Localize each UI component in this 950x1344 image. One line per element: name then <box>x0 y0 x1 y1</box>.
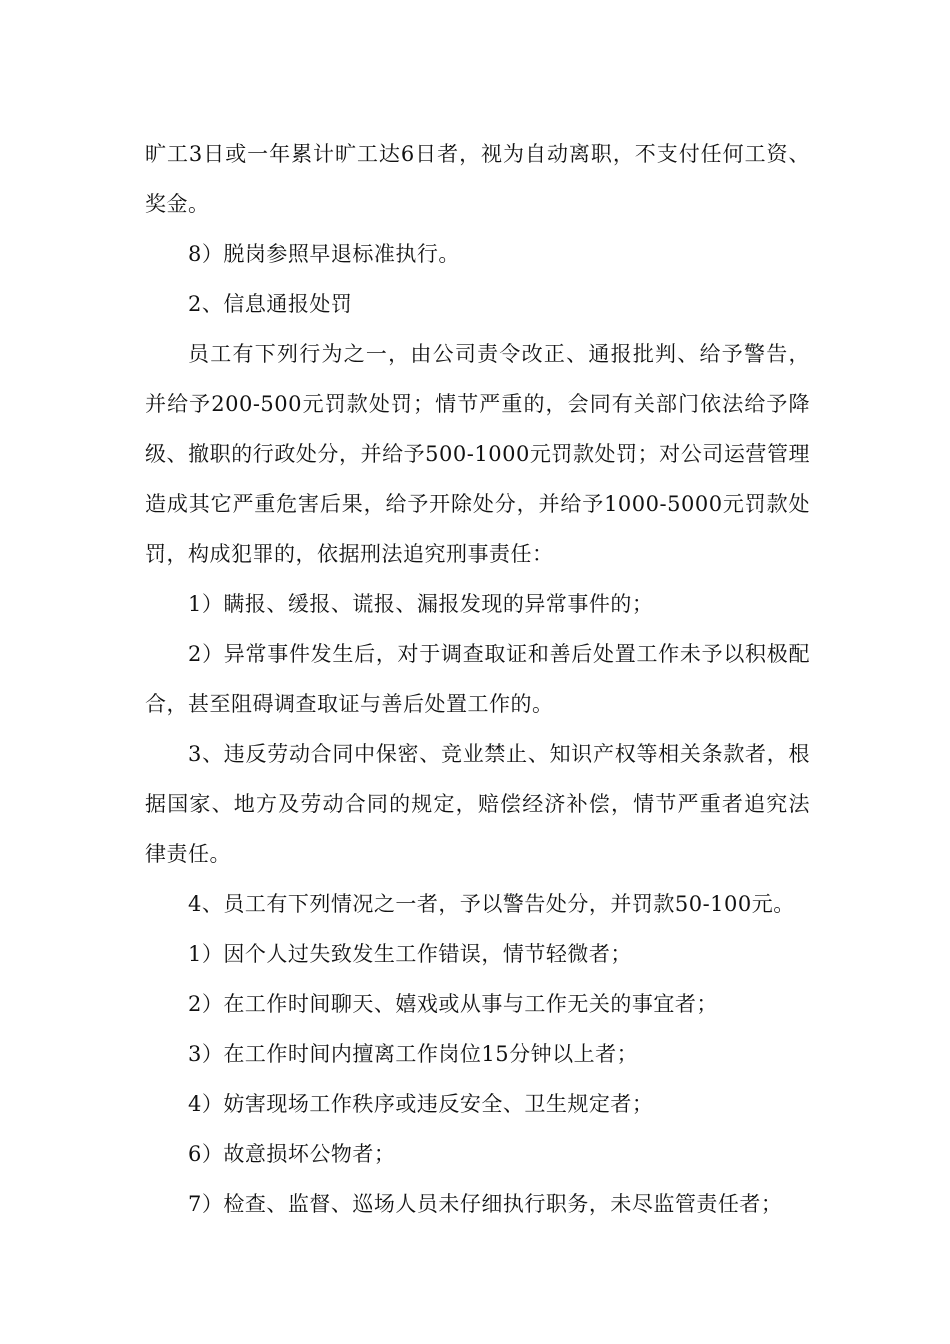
list-item-supervision-negligence: 7）检查、监督、巡场人员未仔细执行职务，未尽监管责任者； <box>188 1192 783 1216</box>
section-heading-warning-penalty: 4、员工有下列情况之一者，予以警告处分，并罚款50-100元。 <box>188 892 795 916</box>
list-item-concealed-reporting: 1）瞒报、缓报、谎报、漏报发现的异常事件的； <box>188 592 654 616</box>
list-item-damaging-property: 6）故意损坏公物者； <box>188 1142 396 1166</box>
list-item-disrupting-order: 4）妨害现场工作秩序或违反安全、卫生规定者； <box>188 1092 654 1116</box>
list-item-leaving-post-15-min: 3）在工作时间内擅离工作岗位15分钟以上者； <box>188 1042 639 1066</box>
list-item-investigation-obstruction: 2）异常事件发生后，对于调查取证和善后处置工作未予以积极配合，甚至阻碍调查取证与善后处置工作的。 <box>145 642 810 716</box>
paragraph-reporting-penalties: 员工有下列行为之一，由公司责令改正、通报批判、给予警告，并给予200-500元罚款处罚；情节严重的，会同有关部门依法给予降级、撤职的行政处分，并给予500-1000元罚款处罚；对公司运营管理造成其它严重危害后果，给予开除处分，并给予1000-5000元罚款处罚，构成犯罪的，依据刑法追究刑事责任： <box>145 342 810 566</box>
list-item-personal-error: 1）因个人过失致发生工作错误，情节轻微者； <box>188 942 632 966</box>
list-item-chatting-at-work: 2）在工作时间聊天、嬉戏或从事与工作无关的事宜者； <box>188 992 718 1016</box>
section-heading-labor-contract-violation: 3、违反劳动合同中保密、竞业禁止、知识产权等相关条款者，根据国家、地方及劳动合同的规定，赔偿经济补偿，情节严重者追究法律责任。 <box>145 742 810 866</box>
paragraph-absence-continuation: 旷工3日或一年累计旷工达6日者，视为自动离职，不支付任何工资、奖金。 <box>145 142 810 216</box>
document-body <box>145 129 810 1229</box>
section-heading-information-reporting: 2、信息通报处罚 <box>188 292 353 316</box>
paragraph-item-8-leaving-post: 8）脱岗参照早退标准执行。 <box>188 242 460 266</box>
